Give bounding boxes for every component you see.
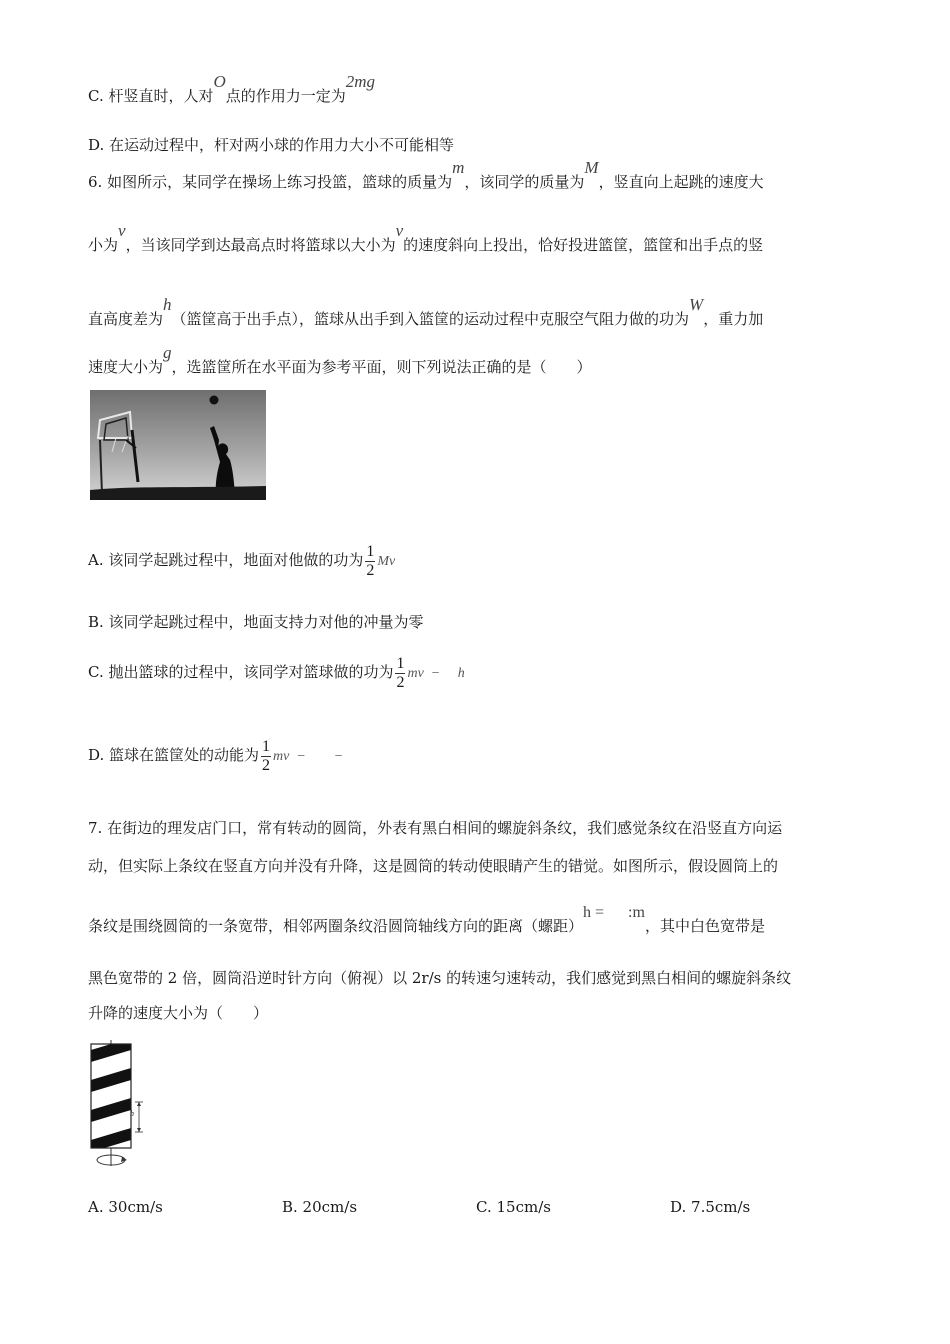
q6-option-c: C. 抛出篮球的过程中，该同学对篮球做的功为 $\frac{1}{2}$ mv − h xyxy=(88,654,465,691)
q7-barber-pole-figure xyxy=(86,1040,156,1172)
q7-stem-line4: 黑色宽带的 2 倍，圆筒沿逆时针方向（俯视）以 2r/s 的转速匀速转动，我们感觉到黑白相间的螺旋斜条纹 xyxy=(88,969,792,987)
q6-basketball-photo xyxy=(90,390,266,500)
basketball-photo-image xyxy=(90,390,266,500)
q7-option-b: B. 20cm/s xyxy=(282,1198,358,1216)
q7-stem-line5: 升降的速度大小为（ ） xyxy=(88,1004,269,1022)
q7-option-a: A. 30cm/s xyxy=(88,1198,163,1216)
q7-stem-line1: 7. 在街边的理发店门口，常有转动的圆筒，外表有黑白相间的螺旋斜条纹，我们感觉条纹在沿竖直方向运 xyxy=(88,819,783,837)
q7-stem-line2: 动，但实际上条纹在竖直方向并没有升降，这是圆筒的转动使眼睛产生的错觉。如图所示，假设圆筒上的 xyxy=(88,857,779,875)
fraction-half: $\frac{1}{2}$ xyxy=(396,654,405,691)
pitch-label: h xyxy=(130,1109,134,1118)
q6-stem-line1: 6. 如图所示，某同学在操场上练习投篮，篮球的质量为m，该同学的质量为M，竖直向上起跳的速度大 xyxy=(88,158,764,191)
q6-stem-line3: 直高度差为h（篮筐高于出手点），篮球从出手到入篮筐的运动过程中克服空气阻力做的功为W，重力加 xyxy=(88,295,764,328)
q5-option-d: D. 在运动过程中，杆对两小球的作用力大小不可能相等 xyxy=(88,136,455,154)
fraction-half: $\frac{1}{2}$ xyxy=(262,737,271,774)
fraction-half: $\frac{1}{2}$ xyxy=(366,542,375,579)
q5-option-c: C. 杆竖直时，人对O点的作用力一定为2mg xyxy=(88,72,376,105)
q6-stem-line4: 速度大小为g，选篮筐所在水平面为参考平面，则下列说法正确的是（ ） xyxy=(88,343,592,376)
q6-option-a: A. 该同学起跳过程中，地面对他做的功为 $\frac{1}{2}$ Mv xyxy=(88,542,396,579)
q6-option-b: B. 该同学起跳过程中，地面支持力对他的冲量为零 xyxy=(88,613,424,631)
q6-option-d: D. 篮球在篮筐处的动能为 $\frac{1}{2}$ mv − − xyxy=(88,737,344,774)
q7-option-d: D. 7.5cm/s xyxy=(670,1198,751,1216)
q7-stem-line3: 条纹是围绕圆筒的一条宽带，相邻两圈条纹沿圆筒轴线方向的距离（螺距）h = :m，其中白色宽带是 xyxy=(88,904,765,935)
barber-pole-diagram xyxy=(86,1040,156,1172)
q7-option-c: C. 15cm/s xyxy=(476,1198,551,1216)
q6-stem-line2: 小为v，当该同学到达最高点时将篮球以大小为v的速度斜向上投出，恰好投进篮筐，篮筐和出手点的竖 xyxy=(88,221,764,254)
